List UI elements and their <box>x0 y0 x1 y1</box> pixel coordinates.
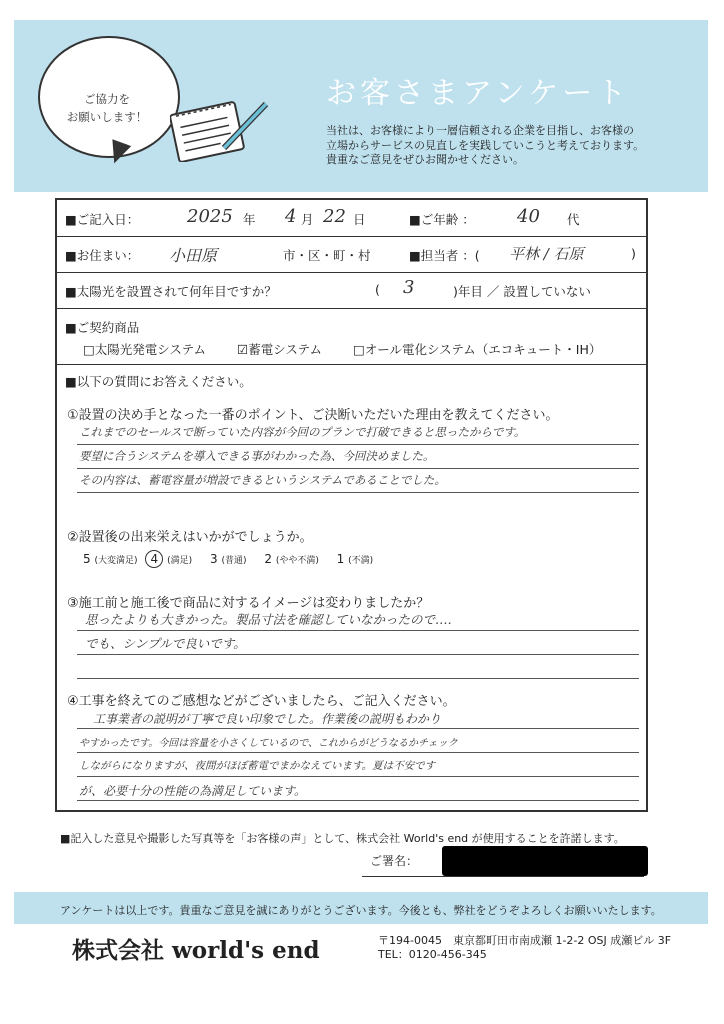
staff-label: ■担当者 ：( <box>409 248 480 263</box>
answer-3-text-2[interactable]: でも、シンプルで良いです。 <box>85 636 246 651</box>
answer-3-line-3 <box>77 678 639 679</box>
rating-4-label: (満足) <box>167 556 193 566</box>
intro-line-2: 立場からサービスの見直しを実践していこうと考えております。 <box>326 138 645 152</box>
answer-3-text-1[interactable]: 思ったよりも大きかった。製品寸法を確認していなかったので‥‥ <box>85 612 452 627</box>
staff-value[interactable]: 平林 / 石原 <box>509 245 584 263</box>
consent-note: ■記入した意見や撮影した写真等を「お客様の声」として、株式会社 World's end が使用することを許諾します。 <box>60 832 625 845</box>
years-close: )年目 ／ 設置していない <box>453 284 591 299</box>
staff-close: ) <box>631 246 636 261</box>
product-row <box>57 308 646 365</box>
bubble-line-1: ご協力を <box>84 92 130 106</box>
rating-2-label: (やや不満) <box>275 556 319 566</box>
answer-4-line-4 <box>77 800 639 801</box>
answer-4-line-3 <box>77 776 639 777</box>
intro-line-3: 貴重なご意見をぜひお聞かせください。 <box>326 153 524 166</box>
answer-4-text-4[interactable]: が、必要十分の性能の為満足しています。 <box>79 784 307 798</box>
rating-2[interactable]: 2 <box>264 552 272 566</box>
address-staff-row <box>57 236 646 273</box>
question-4: ④工事を終えてのご感想などがございましたら、ご記入ください。 <box>67 694 456 709</box>
year-unit: 年 <box>243 212 256 227</box>
answer-3-line-1 <box>77 630 639 631</box>
product-option-solar[interactable]: □太陽光発電システム <box>83 342 207 357</box>
address-label: ■お住まい： <box>65 248 140 263</box>
company-tel: TEL：0120-456-345 <box>378 948 487 961</box>
product-option-battery[interactable]: ☑蓄電システム <box>237 342 322 357</box>
answer-3-line-2 <box>77 654 639 655</box>
rating-3-label: (普通) <box>221 556 247 566</box>
questions-label: ■以下の質問にお答えください。 <box>65 374 252 389</box>
company-contact <box>378 934 671 962</box>
answer-1-line-2 <box>77 468 639 469</box>
rating-1-label: (不満) <box>348 556 374 566</box>
address-unit: 市・区・町・村 <box>283 248 371 263</box>
survey-form <box>55 198 648 812</box>
date-day-value[interactable]: 22 <box>323 206 346 227</box>
question-2: ②設置後の出来栄えはいかがでしょうか。 <box>67 530 313 545</box>
rating-3[interactable]: 3 <box>210 552 218 566</box>
question-1: ①設置の決め手となった一番のポイント、ご決断いただいた理由を教えてください。 <box>67 408 559 423</box>
years-open: ( <box>375 282 380 297</box>
age-unit: 代 <box>567 212 580 227</box>
rating-options <box>83 550 373 568</box>
answer-4-text-1[interactable]: 工事業者の説明が丁寧で良い印象でした。作業後の説明もわかり <box>93 712 442 726</box>
address-value[interactable]: 小田原 <box>169 246 218 265</box>
rating-4-circled[interactable]: 4 <box>145 550 163 568</box>
years-row <box>57 272 646 309</box>
date-month-value[interactable]: 4 <box>285 206 297 227</box>
day-unit: 日 <box>353 212 366 227</box>
rating-5[interactable]: 5 <box>83 552 91 566</box>
thanks-text: アンケートは以上です。貴重なご意見を誠にありがとうございます。今後とも、弊社をどうぞよろしくお願いいたします。 <box>60 904 662 917</box>
signature-redaction <box>442 846 648 876</box>
company-address: 〒194-0045 東京都町田市南成瀬 1-2-2 OSJ 成瀬ビル 3F <box>378 934 672 947</box>
question-3: ③施工前と施工後で商品に対するイメージは変わりましたか？ <box>67 596 430 611</box>
product-label: ■ご契約商品 <box>65 320 140 335</box>
company-name: 株式会社 world's end <box>72 937 320 964</box>
age-value[interactable]: 40 <box>517 206 540 227</box>
answer-4-text-2[interactable]: やすかったです。今回は容量を小さくしているので、これからがどうなるかチェック <box>79 738 458 749</box>
answer-4-text-3[interactable]: しながらになりますが、夜間がほぼ蓄電でまかなえています。夏は不安です <box>79 760 436 772</box>
page-title: お客さまアンケート <box>326 76 631 111</box>
signature-line <box>362 876 644 877</box>
product-option-all-electric[interactable]: □オール電化システム（エコキュート・IH） <box>353 342 602 357</box>
answer-1-text-2[interactable]: 要望に合うシステムを導入できる事がわかった為、今回決めました。 <box>79 449 435 463</box>
signature-label: ご署名： <box>370 854 419 868</box>
intro-line-1: 当社は、お客様により一層信頼される企業を目指し、お客様の <box>326 124 634 137</box>
answer-1-text-3[interactable]: その内容は、蓄電容量が増設できるというシステムであることでした。 <box>79 473 446 487</box>
bubble-line-2: お願いします！ <box>66 110 148 124</box>
intro-text <box>326 124 696 168</box>
years-label: ■太陽光を設置されて何年目ですか？ <box>65 284 277 299</box>
date-label: ■ご記入日： <box>65 212 140 227</box>
age-label: ■ご年齢 ： <box>409 212 475 227</box>
date-year-value[interactable]: 2025 <box>187 206 233 227</box>
speech-bubble-text <box>38 90 176 126</box>
answer-1-line-1 <box>77 444 639 445</box>
answer-4-line-1 <box>77 728 639 729</box>
rating-1[interactable]: 1 <box>336 552 345 566</box>
answer-1-line-3 <box>77 492 639 493</box>
notepad-pencil-icon <box>170 98 270 162</box>
rating-5-label: (大変満足) <box>94 556 138 566</box>
answer-1-text-1[interactable]: これまでのセールスで断っていた内容が今回のプランで打破できると思ったからです。 <box>79 425 526 439</box>
answer-4-line-2 <box>77 752 639 753</box>
date-age-row <box>57 200 646 237</box>
month-unit: 月 <box>301 212 314 227</box>
years-value[interactable]: 3 <box>403 277 415 298</box>
